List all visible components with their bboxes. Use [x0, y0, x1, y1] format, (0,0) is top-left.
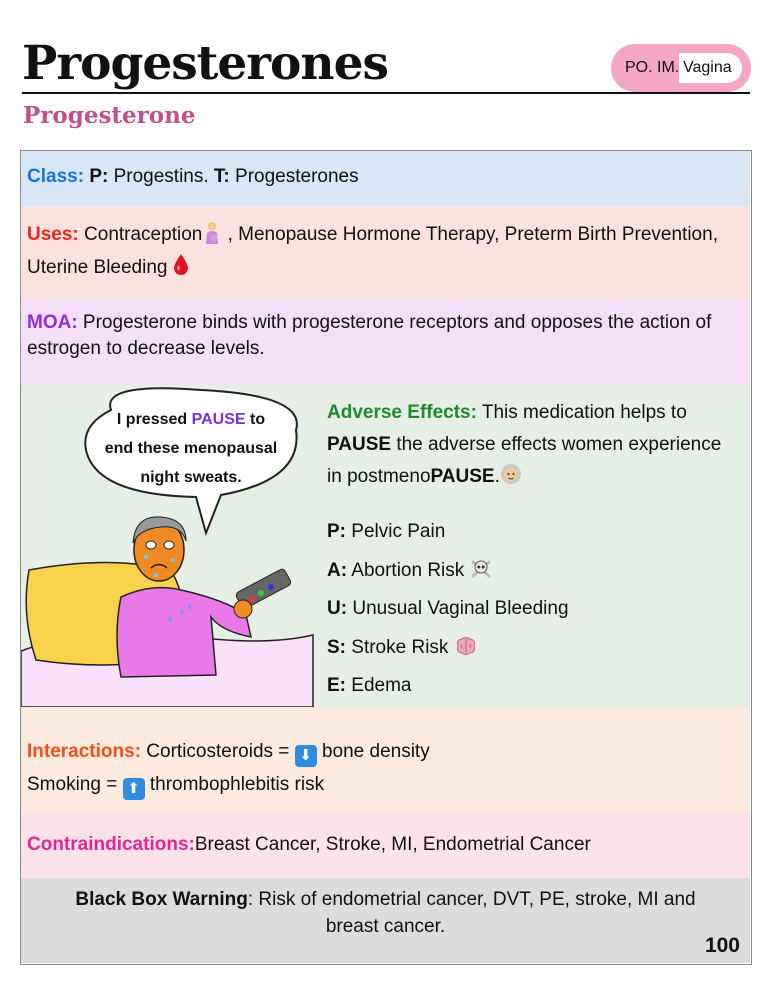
speech-bubble	[93, 405, 289, 492]
ae-pause-suffix: PAUSE	[430, 466, 495, 487]
page-number: 100	[704, 934, 740, 957]
mnemonic-text: Stroke Risk	[346, 636, 454, 658]
adverse-effects-label: Adverse Effects:	[327, 402, 477, 423]
mnemonic-letter: U:	[327, 598, 348, 619]
bubble-line-2: end these menopausal	[104, 440, 278, 457]
contraindications-section	[21, 812, 750, 878]
pharm-class-label: P:	[89, 166, 109, 187]
interactions-label: Interactions:	[27, 741, 142, 762]
drug-subtitle: Progesterone	[23, 102, 196, 129]
thera-class-text: Progesterones	[229, 166, 359, 187]
moa-text: Progesterone binds with progesterone receptors and opposes the action of estrogen to decrease levels.	[27, 312, 712, 359]
mnemonic-text: Edema	[346, 675, 412, 696]
pause-mnemonic-list	[327, 513, 727, 706]
up-arrow-icon: ⬆	[123, 778, 145, 800]
route-prefix: PO. IM.	[625, 59, 680, 76]
mnemonic-letter: E:	[327, 675, 346, 696]
list-item	[327, 590, 727, 629]
class-section	[21, 151, 750, 206]
contraindications-label: Contraindications:	[27, 834, 195, 855]
mnemonic-text: Pelvic Pain	[346, 521, 446, 542]
interaction-2-text: Smoking =	[27, 774, 123, 795]
list-item	[327, 629, 727, 668]
ae-text-1: This medication helps to	[476, 402, 687, 423]
mnemonic-letter: S:	[327, 636, 346, 658]
list-item	[327, 513, 727, 552]
interactions-section	[21, 707, 750, 812]
ae-pause-word: PAUSE	[327, 434, 392, 455]
ae-text-3: .	[494, 466, 500, 487]
interaction-2-effect: thrombophlebitis risk	[144, 774, 325, 795]
page-title: Progesterones	[22, 36, 388, 91]
ae-text-2: the adverse effects women experience in postmeno	[327, 434, 722, 487]
black-box-warning-section	[21, 878, 750, 963]
bubble-pause-word: PAUSE	[191, 411, 246, 428]
uses-section	[21, 206, 750, 299]
adverse-effects-section	[21, 385, 750, 707]
moa-section	[21, 299, 750, 385]
uses-label: Uses:	[27, 224, 79, 245]
older-woman-icon	[500, 463, 522, 485]
uses-text-1: Contraception	[78, 224, 203, 245]
adverse-effects-intro	[327, 397, 727, 493]
thera-class-label: T:	[213, 166, 230, 187]
contraindications-text: Breast Cancer, Stroke, MI, Endometrial Cancer	[194, 834, 591, 855]
uses-text-2: , Menopause Hormone Therapy, Preterm Birth Prevention, Uterine Bleeding	[27, 224, 718, 278]
mnemonic-letter: P:	[327, 521, 346, 542]
black-box-text: : Risk of endometrial cancer, DVT, PE, stroke, MI and breast cancer.	[247, 889, 696, 937]
bubble-line-3: night sweats.	[140, 469, 242, 486]
route-badge	[611, 44, 751, 92]
bubble-line-1b: to	[245, 411, 266, 428]
route-highlight: Vagina	[679, 53, 742, 83]
blood-drop-icon	[173, 253, 189, 277]
mnemonic-text: Abortion Risk	[347, 559, 470, 581]
mnemonic-letter: A:	[327, 559, 348, 581]
black-box-label: Black Box Warning	[75, 889, 248, 910]
down-arrow-icon: ⬇	[295, 745, 317, 767]
pharm-class-text: Progestins.	[108, 166, 214, 187]
mnemonic-text: Unusual Vaginal Bleeding	[347, 598, 569, 619]
interaction-1-effect: bone density	[316, 741, 430, 762]
skull-crossbones-icon	[470, 558, 492, 580]
class-label: Class:	[27, 166, 85, 187]
title-divider	[22, 92, 750, 94]
list-item	[327, 552, 727, 591]
drug-card	[20, 150, 752, 965]
brain-icon	[454, 635, 478, 657]
moa-label: MOA:	[27, 312, 78, 333]
pregnant-woman-icon	[202, 221, 222, 245]
interaction-1-text: Corticosteroids =	[141, 741, 295, 762]
list-item	[327, 667, 727, 706]
bubble-line-1a: I pressed	[116, 411, 192, 428]
